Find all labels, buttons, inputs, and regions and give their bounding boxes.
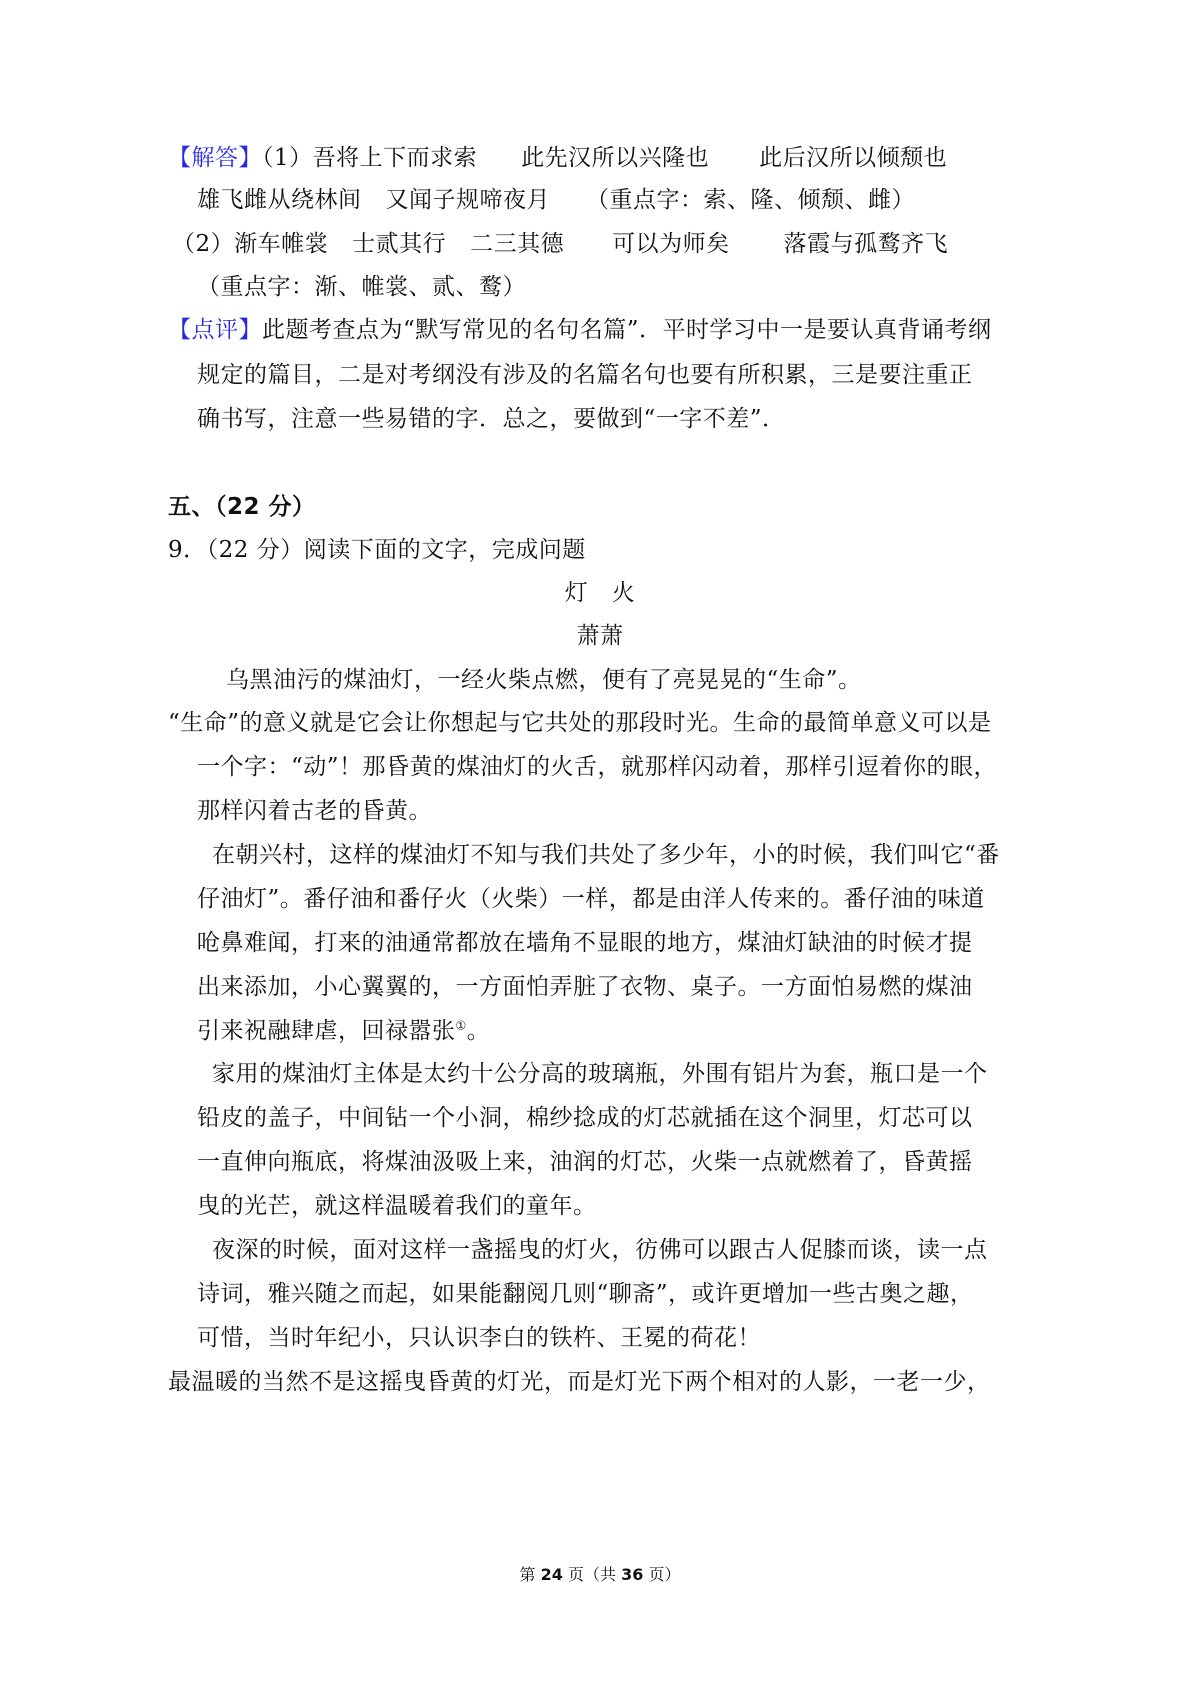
question-prompt: 9．（22 分）阅读下面的文字，完成问题 [168, 537, 586, 563]
comment-tag: 【点评】 [168, 317, 262, 343]
section-heading: 五、（22 分） [168, 494, 316, 520]
article-paragraph-2-line: “生命”的意义就是它会让你想起与它共处的那段时光。生命的最简单意义可以是 [168, 710, 992, 736]
answer-item: 吾将上下而求索 [312, 145, 478, 171]
answer-item: 渐车帷裳 [234, 231, 329, 257]
article-paragraph-3-line: 仔油灯”。番仔油和番仔火（火柴）一样，都是由洋人传来的。番仔油的味道 [197, 886, 985, 912]
answer-item: 士贰其行 [352, 231, 447, 257]
comment-text: 此题考查点为“默写常见的名句名篇”．平时学习中一是要认真背诵考纲 [262, 317, 992, 343]
article-paragraph-4-line: 铅皮的盖子，中间钻一个小洞，棉纱捻成的灯芯就插在这个洞里，灯芯可以 [197, 1105, 973, 1131]
total-pages: 36 [621, 1565, 644, 1584]
answer-line-2 [197, 185, 915, 215]
article-paragraph-3-line: 呛鼻难闻，打来的油通常都放在墙角不显眼的地方，煤油灯缺油的时候才提 [197, 930, 973, 956]
article-paragraph-5-line: 诗词，雅兴随之而起，如果能翻阅几则“聊斋”，或许更增加一些古奥之趣， [197, 1281, 974, 1307]
article-text: 。 [466, 1018, 491, 1044]
article-paragraph-2-line: 那样闪着古老的昏黄。 [197, 798, 432, 824]
footer-text: 页） [643, 1565, 681, 1584]
answer-item: 可以为师矣 [612, 231, 730, 257]
article-text: 引来祝融肆虐，回禄嚣张 [197, 1018, 456, 1044]
article-paragraph-3-line: 在朝兴村，这样的煤油灯不知与我们共处了多少年，小的时候，我们叫它“番 [212, 842, 1000, 868]
article-paragraph-3-line [197, 1016, 490, 1046]
answer-item: 此先汉所以兴隆也 [521, 145, 710, 171]
answer-line-3 [172, 229, 948, 259]
answer-part1-label: （1） [262, 145, 313, 171]
comment-text: 确书写，注意一些易错的字．总之，要做到“一字不差”． [197, 406, 786, 432]
answer-item: 二三其德 [470, 231, 565, 257]
answer-line-1 [168, 143, 947, 173]
article-paragraph-4-line: 家用的煤油灯主体是太约十公分高的玻璃瓶，外围有铝片为套，瓶口是一个 [212, 1061, 988, 1087]
article-paragraph-1: 乌黑油污的煤油灯，一经火柴点燃，便有了亮晃晃的“生命”。 [226, 667, 862, 693]
answer-item: 落霞与孤鹜齐飞 [783, 231, 949, 257]
comment-line-2 [197, 360, 973, 390]
article-author: 萧萧 [576, 623, 624, 649]
answer-line-4 [197, 272, 526, 302]
article-paragraph-5-line: 夜深的时候，面对这样一盏摇曳的灯火，彷佛可以跟古人促膝而谈，读一点 [212, 1237, 988, 1263]
article-paragraph-2-line: 一个字：“动”！那昏黄的煤油灯的火舌，就那样闪动着，那样引逗着你的眼， [197, 754, 998, 780]
article-paragraph-4-line: 曳的光芒，就这样温暖着我们的童年。 [197, 1193, 597, 1219]
answer-part2-label: （2） [172, 231, 235, 257]
comment-line-3 [197, 404, 786, 434]
answer-item: 又闻子规啼夜月 [385, 187, 550, 213]
footer-text: 第 [519, 1565, 541, 1584]
article-paragraph-3-line: 出来添加，小心翼翼的，一方面怕弄脏了衣物、桌子。一方面怕易燃的煤油 [197, 974, 973, 1000]
answer-key-chars: （重点字：索、隆、倾颓、雌） [586, 187, 915, 213]
comment-text: 规定的篇目，二是对考纲没有涉及的名篇名句也要有所积累，三是要注重正 [197, 362, 973, 388]
article-paragraph-6-line: 最温暖的当然不是这摇曳昏黄的灯光，而是灯光下两个相对的人影，一老一少， [168, 1369, 991, 1395]
answer-item: 雄飞雌从绕林间 [197, 187, 362, 213]
answer-tag: 【解答】 [168, 145, 262, 171]
article-paragraph-4-line: 一直伸向瓶底，将煤油汲吸上来，油润的灯芯，火柴一点就燃着了，昏黄摇 [197, 1149, 973, 1175]
comment-line-1 [168, 315, 992, 345]
article-paragraph-5-line: 可惜，当时年纪小，只认识李白的铁杵、王冕的荷花！ [197, 1325, 761, 1351]
footnote-mark: ① [455, 1018, 467, 1033]
current-page-number: 24 [540, 1565, 563, 1584]
answer-item: 此后汉所以倾颓也 [759, 145, 948, 171]
article-title: 灯 火 [564, 580, 636, 606]
page-footer [0, 1564, 1200, 1586]
footer-text: 页（共 [562, 1565, 622, 1584]
answer-key-chars: （重点字：渐、帷裳、贰、鹜） [197, 274, 526, 300]
